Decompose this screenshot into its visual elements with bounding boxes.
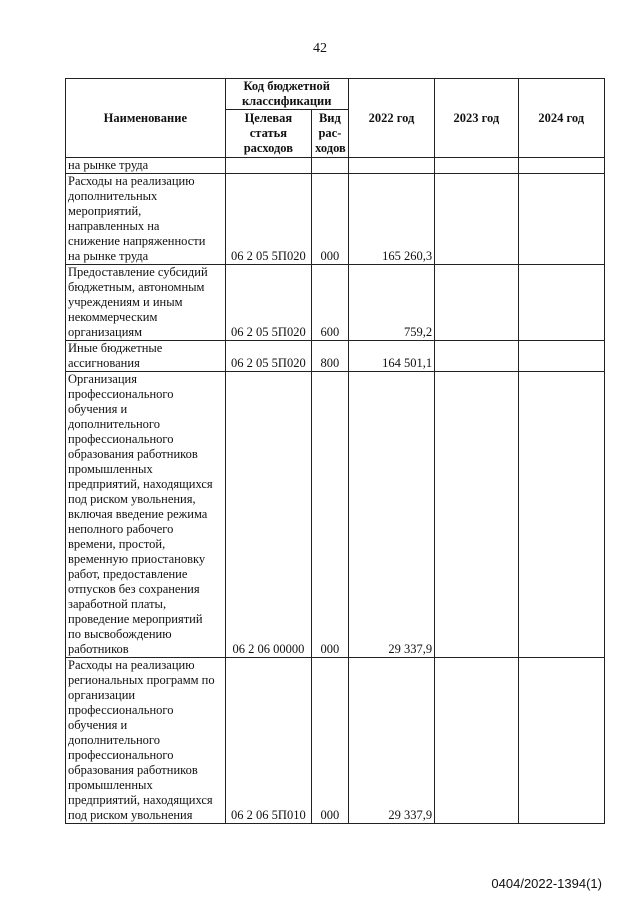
row-name: Расходы на реализацию дополнительных мероприятий, направленных на снижение напряженности на рынке труда [66, 174, 226, 265]
table-row [66, 174, 605, 265]
row-expense-type: 000 [312, 658, 349, 824]
table-header [66, 79, 605, 158]
row-target-article [225, 158, 311, 174]
row-name: Организация профессионального обучения и дополнительного профессионального образования работников промышленных предприятий, находящихся под риском увольнения, включая введение режима неполного рабочего времени, простой, временную приостановку работ, предоставление отпусков без сохранения заработной платы, проведение мероприятий по высвобождению работников [66, 372, 226, 658]
row-target-article: 06 2 06 5П010 [225, 658, 311, 824]
row-target-article: 06 2 06 00000 [225, 372, 311, 658]
budget-table [65, 78, 605, 824]
header-budget-code: Код бюджетной классификации [225, 79, 348, 110]
header-2023: 2023 год [435, 79, 518, 158]
row-2022: 29 337,9 [348, 658, 434, 824]
table-row [66, 158, 605, 174]
header-2024: 2024 год [518, 79, 604, 158]
row-2024 [518, 341, 604, 372]
row-2022: 29 337,9 [348, 372, 434, 658]
row-target-article: 06 2 05 5П020 [225, 174, 311, 265]
row-2023 [435, 372, 518, 658]
header-expense-type: Вид рас-ходов [312, 110, 349, 158]
table-row [66, 372, 605, 658]
row-expense-type: 000 [312, 174, 349, 265]
document-code: 0404/2022-1394(1) [491, 876, 602, 891]
row-2023 [435, 265, 518, 341]
row-2024 [518, 658, 604, 824]
row-2022: 759,2 [348, 265, 434, 341]
row-2023 [435, 158, 518, 174]
row-expense-type: 800 [312, 341, 349, 372]
row-2023 [435, 341, 518, 372]
header-name: Наименование [66, 79, 226, 158]
header-2022: 2022 год [348, 79, 434, 158]
row-name: на рынке труда [66, 158, 226, 174]
row-expense-type: 600 [312, 265, 349, 341]
table-row [66, 341, 605, 372]
table-row [66, 265, 605, 341]
header-target-article: Целевая статья расходов [225, 110, 311, 158]
table-row [66, 658, 605, 824]
row-2024 [518, 174, 604, 265]
row-2023 [435, 658, 518, 824]
row-target-article: 06 2 05 5П020 [225, 341, 311, 372]
row-name: Иные бюджетные ассигнования [66, 341, 226, 372]
row-2024 [518, 265, 604, 341]
row-2022: 164 501,1 [348, 341, 434, 372]
row-2023 [435, 174, 518, 265]
row-2024 [518, 158, 604, 174]
row-expense-type [312, 158, 349, 174]
row-name: Расходы на реализацию региональных программ по организации профессионального обучения и дополнительного профессионального образования работников промышленных предприятий, находящихся под риском увольнения [66, 658, 226, 824]
row-name: Предоставление субсидий бюджетным, автономным учреждениям и иным некоммерческим организациям [66, 265, 226, 341]
row-target-article: 06 2 05 5П020 [225, 265, 311, 341]
row-expense-type: 000 [312, 372, 349, 658]
row-2022 [348, 158, 434, 174]
page-number: 42 [313, 41, 327, 56]
row-2022: 165 260,3 [348, 174, 434, 265]
row-2024 [518, 372, 604, 658]
